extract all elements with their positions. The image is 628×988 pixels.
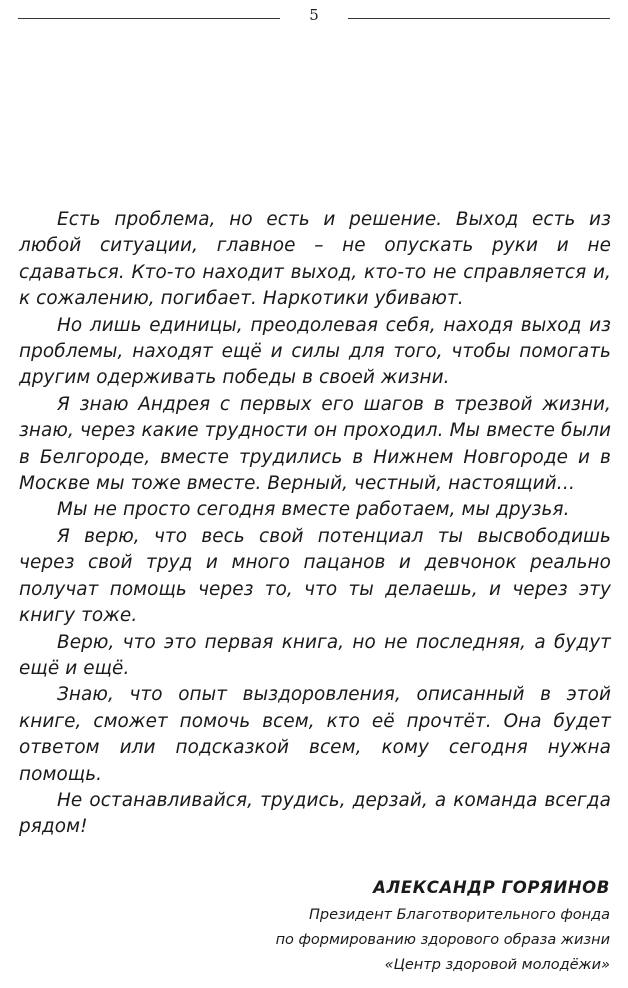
- paragraph: Мы не просто сегодня вместе работаем, мы друзья.: [57, 499, 570, 521]
- body-text: [19, 207, 611, 841]
- author-title-line: по формированию здорового образа жизни: [275, 932, 610, 948]
- paragraph: Но лишь единицы, преодолевая себя, находя выход из проблемы, находят ещё и силы для того, чтобы помогать другим одерживать победы в своей жизни.: [19, 314, 611, 389]
- paragraph: Есть проблема, но есть и решение. Выход есть из любой ситуации, главное – не опускать руки и не сдаваться. Кто-то находит выход, кто-то не справляется и, к сожалению, погибает. Наркотики убивают.: [19, 209, 611, 310]
- paragraph: Я знаю Андрея с первых его шагов в трезвой жизни, знаю, через какие трудности он проходил. Мы вместе были в Белгороде, вместе трудились в Нижнем Новгороде и в Москве мы тоже вместе. Верный, честный, настоящий…: [19, 393, 611, 495]
- signature-block: [50, 873, 610, 978]
- header-rule-right: [348, 18, 610, 19]
- paragraph: Не останавливайся, трудись, дерзай, а команда всегда рядом!: [19, 789, 611, 838]
- author-name: АЛЕКСАНДР ГОРЯИНОВ: [373, 878, 610, 897]
- paragraph: Знаю, что опыт выздоровления, описанный в этой книге, сможет помочь всем, кто её прочтёт. Она будет ответом или подсказкой всем, кому сегодня нужна помощь.: [19, 684, 611, 785]
- page-number: 5: [309, 6, 319, 24]
- author-organization: «Центр здоровой молодёжи»: [384, 957, 610, 973]
- page-header: [18, 6, 610, 30]
- author-title-line: Президент Благотворительного фонда: [308, 907, 610, 923]
- paragraph: Я верю, что весь свой потенциал ты высвободишь через свой труд и много пацанов и девчонок реально получат помощь через то, что ты делаешь, и через эту книгу тоже.: [19, 525, 611, 627]
- paragraph: Верю, что это первая книга, но не последняя, а будут ещё и ещё.: [19, 631, 611, 679]
